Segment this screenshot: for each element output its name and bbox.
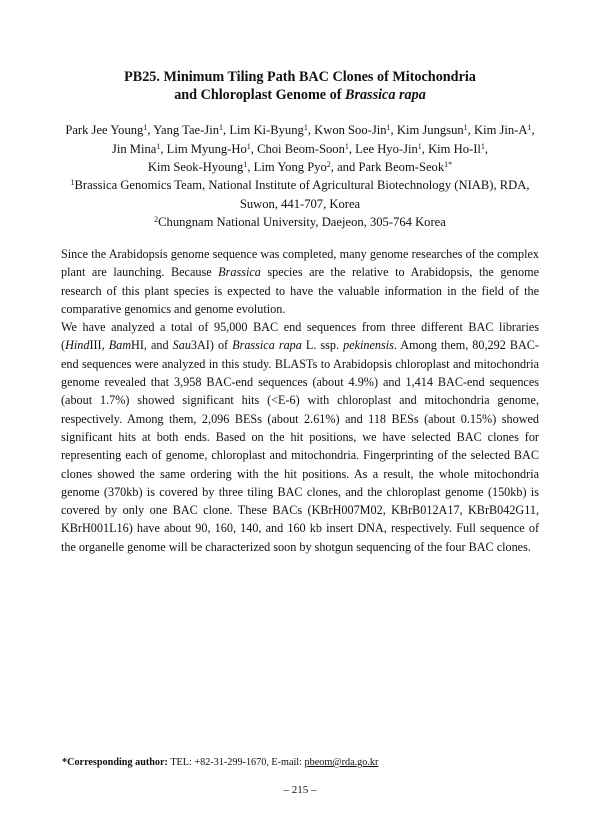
- author-affiliation-marker: 1: [480, 141, 485, 151]
- author-affiliation-marker: 1: [303, 123, 308, 132]
- author-name: Kim Ho-Il: [428, 141, 481, 156]
- footnote-label: *Corresponding author:: [62, 757, 168, 768]
- abstract-text: Since the Arabidopsis genome sequence was completed, many genome researches of the complex plant are launching. Because: [61, 247, 539, 280]
- author-affiliation-marker: 2: [326, 160, 331, 169]
- affiliation-2: [62, 213, 538, 232]
- affiliation-1-line-1: [62, 176, 538, 195]
- author-affiliation-marker: 1: [463, 123, 468, 132]
- abstract-paragraph-2: [61, 318, 539, 556]
- footnote-tel: TEL: +82-31-299-1670, E-mail:: [167, 757, 305, 768]
- author-name: Lim Myung-Ho: [166, 141, 247, 156]
- author: [397, 123, 468, 137]
- author: [167, 142, 251, 156]
- abstract-text: L. ssp.: [301, 338, 344, 353]
- footnote-email-link[interactable]: pbeom@rda.go.kr: [304, 757, 379, 768]
- italic-term: Sau: [172, 338, 191, 353]
- author: [474, 123, 532, 137]
- author-affiliation-marker: 1: [243, 160, 248, 169]
- abstract-text: 3AI) of: [190, 338, 233, 353]
- author-name: Jin Mina: [111, 141, 157, 156]
- author: [112, 142, 160, 156]
- title-species: Brassica rapa: [344, 87, 426, 103]
- author: [254, 160, 331, 174]
- author: [428, 142, 485, 156]
- affiliation-1-text: Brassica Genomics Team, National Institute of Agricultural Biotechnology (NIAB), RDA,: [74, 178, 530, 192]
- affiliation-1: [62, 176, 538, 213]
- author-affiliation-marker: 1: [344, 141, 349, 151]
- author: [358, 160, 452, 174]
- author: [355, 142, 422, 156]
- affiliation-2-text: Chungnam National University, Daejeon, 305-764 Korea: [158, 215, 446, 229]
- author-affiliation-marker: 1: [143, 123, 148, 132]
- affiliation-2-marker: 2: [154, 215, 159, 224]
- affiliation-2-line-1: [62, 213, 538, 232]
- abstract-body: [61, 245, 539, 556]
- author-affiliation-marker: 1: [417, 141, 422, 151]
- abstract-paragraph-1: [61, 245, 539, 318]
- author-name: Lee Hyo-Jin: [355, 141, 418, 156]
- author-list: Park Jee Young$^1$, Yang Tae-Jin$^1$, Lim Ki-Byung$^1$, Kwon Soo-Jin$^1$, Kim Jungsun$^1$, Kim Jin-$A^1$, Jin Mina$^1$, Lim Myung-Ho$^1$, Choi Beom-Soon$^1$, Lee Hyo-Jin$^1$, Kim Ho-Il$^1$, Kim Seok-Hyoung$^1$, Lim Yong Pyo$^2$, and Park Beom-Seok$^{1*}$: [65, 123, 535, 174]
- author-name: Kim Seok-Hyoung: [147, 160, 244, 174]
- author: [65, 123, 147, 137]
- corresponding-author-footnote: [62, 756, 378, 770]
- author-affiliation-marker: 1: [219, 123, 224, 132]
- author: [229, 123, 308, 137]
- author-name: Park Beom-Seok: [358, 160, 445, 174]
- author: [148, 160, 248, 174]
- author-affiliation-marker: 1: [386, 123, 391, 132]
- author-name: Choi Beom-Soon: [257, 141, 345, 156]
- author: [153, 123, 223, 137]
- author-name: Yang Tae-Jin: [153, 123, 220, 137]
- abstract-text: III,: [89, 338, 109, 353]
- author-affiliation-marker: 1: [246, 141, 251, 151]
- title-line-2: [60, 86, 540, 104]
- author-name: Lim Yong Pyo: [253, 160, 327, 174]
- italic-term: Bam: [108, 338, 132, 353]
- author-name: Kim Jin-A: [473, 123, 528, 137]
- title-line-1: PB25. Minimum Tiling Path BAC Clones of Mitochondria: [124, 69, 476, 85]
- abstract-text: . Among them, 80,292 BAC-end sequences were analyzed in this study. BLASTs to Arabidopsis chloroplast and mitochondria genome revealed that 3,958 BAC-end sequences (about 4.9%) and 1,414 BAC-end sequences (about 1.7%) showed significant hits (<E-6) with chloroplast and mitochondria genome, respectively. Among them, 2,096 BESs (about 2.61%) and 118 BESs (about 0.15%) showed significant hits at both ends. Based on the hit positions, we have selected BAC clones for representing each of genome, chloroplast and mitochondria. Fingerprinting of the selected BAC clones showed the same ordering with the hit positions. As a result, the whole mitochondria genome (370kb) is covered by three tiling BAC clones, and the chloroplast genome (150kb) is covered by only one BAC clone. These BACs (KBrH007M02, KBrB012A17, KBrB042G11, KBrH001L16) have about 90, 160, 140, and 160 kb insert DNA, respectively. Full sequence of the organelle genome will be characterized soon by shotgun sequencing of the four BAC clones.: [61, 338, 539, 554]
- abstract-text: HI, and: [131, 338, 173, 353]
- abstract-text: species are the relative to Arabidopsis, the genome research of this plant species is expected to have the valuable information in the field of the comparative genomics and genome evolution.: [61, 265, 539, 316]
- italic-term: Hind: [65, 338, 90, 353]
- author: [257, 142, 349, 156]
- author: [314, 123, 390, 137]
- author-affiliation-marker: 1: [527, 123, 532, 132]
- page-number: – 215 –: [283, 784, 317, 796]
- author-affiliation-marker: 1*: [444, 160, 453, 169]
- affiliation-1-marker: 1: [70, 178, 75, 187]
- italic-term: Brassica rapa: [232, 338, 302, 353]
- abstract-text: We have analyzed a total of 95,000 BAC end sequences from three different BAC libraries (: [61, 320, 539, 353]
- italic-term: pekinensis: [343, 338, 394, 353]
- author-name: Park Jee Young: [65, 123, 144, 137]
- author-name: Kwon Soo-Jin: [314, 123, 387, 137]
- author-affiliation-marker: 1: [156, 141, 161, 151]
- italic-term: Brassica: [218, 265, 261, 280]
- author-name: Kim Jungsun: [396, 123, 464, 137]
- paper-title: [60, 68, 540, 104]
- author-name: Lim Ki-Byung: [229, 123, 304, 137]
- affiliation-1-line-2: Suwon, 441-707, Korea: [239, 196, 361, 211]
- title-line-2-text: and Chloroplast Genome of: [174, 87, 345, 103]
